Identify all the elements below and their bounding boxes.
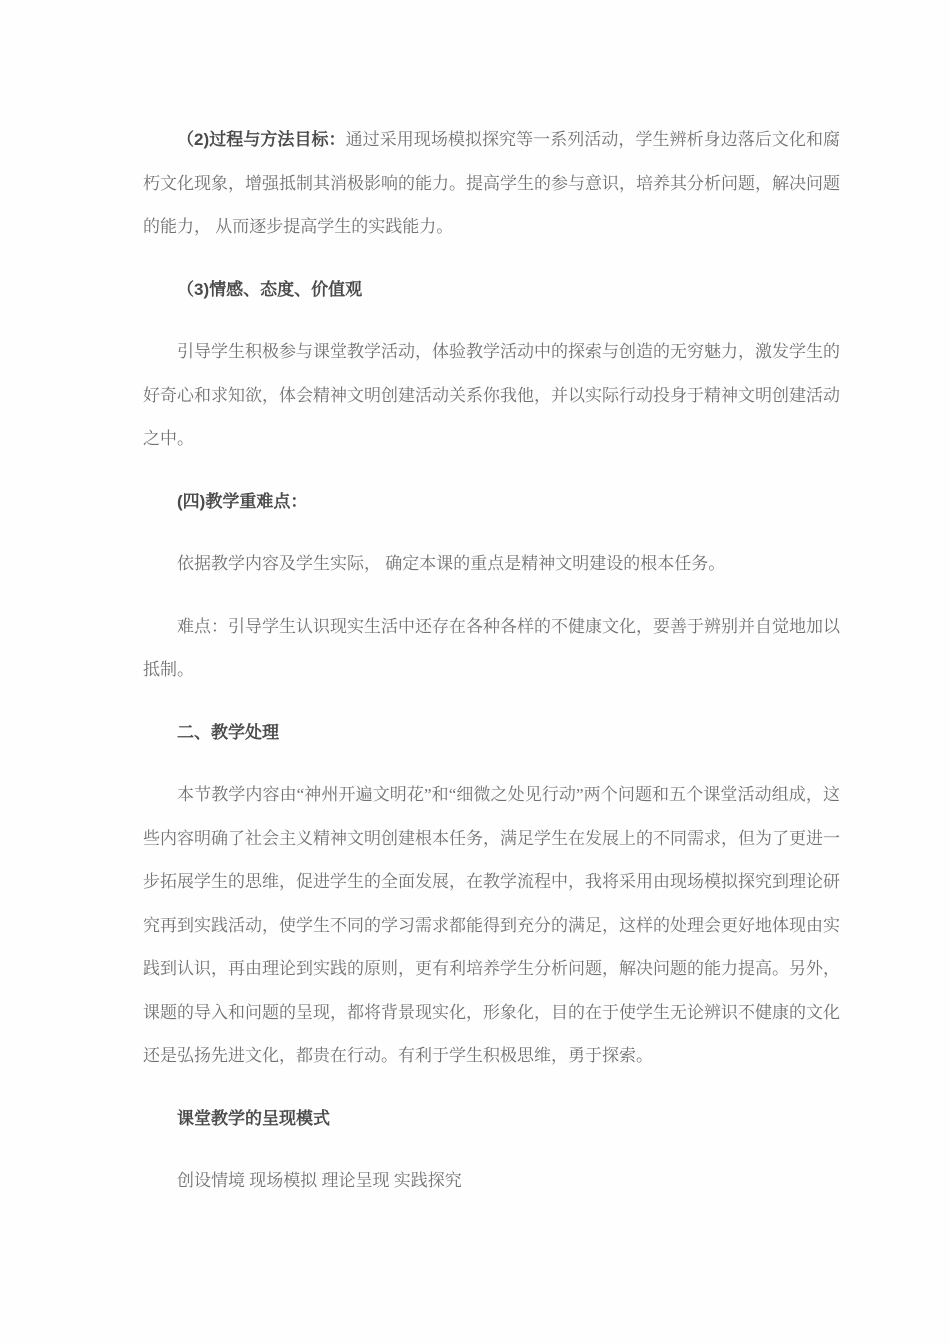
paragraph-teaching-processing: 本节教学内容由“神州开遍文明花”和“细微之处见行动”两个问题和五个课堂活动组成，这些内容明确了社会主义精神文明创建根本任务，满足学生在发展上的不同需求，但为了更进一步拓展学生的思维，促进学生的全面发展，在教学流程中，我将采用由现场模拟探究到理论研究再到实践活动，使学生不同的学习需求都能得到充分的满足，这样的处理会更好地体现由实践到认识，再由理论到实践的原则，更有利培养学生分析问题，解决问题的能力提高。另外，课题的导入和问题的呈现，都将背景现实化，形象化，目的在于使学生无论辨识不健康的文化还是弘扬先进文化，都贵在行动。有利于学生积极思维，勇于探索。 xyxy=(143,785,840,1065)
heading-emotion-attitude-values: （3)情感、态度、价值观 xyxy=(177,279,363,299)
paragraph-text-process-method-goal: 通过采用现场模拟探究等一系列活动，学生辨析身边落后文化和腐朽文化现象，增强抵制其消极影响的能力。提高学生的参与意识，培养其分析问题，解决问题的能力， 从而逐步提高学生的实践能力。 xyxy=(143,130,840,236)
paragraph-difficult-point: 难点：引导学生认识现实生活中还存在各种各样的不健康文化，要善于辨别并自觉地加以抵制。 xyxy=(143,616,840,679)
paragraph-lead-process-method-goal: （2)过程与方法目标： xyxy=(177,130,346,149)
heading-teaching-key-difficult-points: (四)教学重难点： xyxy=(177,491,308,511)
paragraph-emotion-attitude-values: 引导学生积极参与课堂教学活动，体验教学活动中的探索与创造的无穷魅力，激发学生的好奇心和求知欲，体会精神文明创建活动关系你我他，并以实际行动投身于精神文明创建活动之中。 xyxy=(143,342,840,448)
heading-teaching-processing: 二、教学处理 xyxy=(177,722,279,742)
paragraph-presentation-steps: 创设情境 现场模拟 理论呈现 实践探究 xyxy=(177,1171,462,1190)
paragraph-process-method-goal xyxy=(143,118,840,249)
paragraph-key-point: 依据教学内容及学生实际， 确定本课的重点是精神文明建设的根本任务。 xyxy=(177,554,726,573)
heading-classroom-presentation-mode: 课堂教学的呈现模式 xyxy=(177,1108,330,1128)
